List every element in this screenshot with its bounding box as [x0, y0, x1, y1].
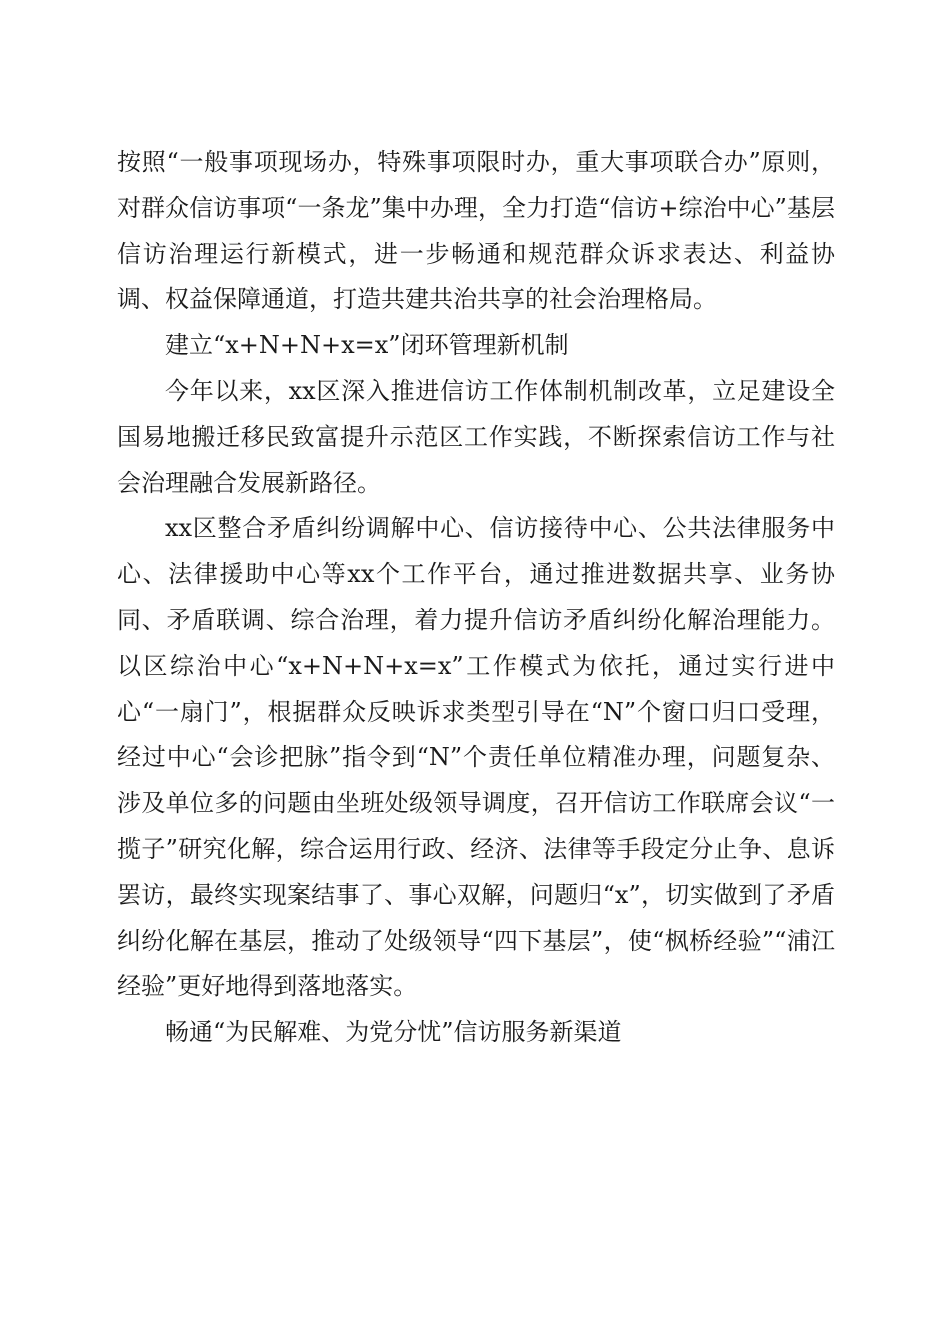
paragraph-reform: 今年以来，xx区深入推进信访工作体制机制改革，立足建设全国易地搬迁移民致富提升示范区工作实践，不断探索信访工作与社会治理融合发展新路径。: [117, 376, 835, 497]
section-heading-service-channel: 畅通“为民解难、为党分忧”信访服务新渠道: [165, 1018, 622, 1047]
section-heading-closed-loop: 建立“x+N+N+x=x”闭环管理新机制: [165, 331, 569, 360]
paragraph-platform-integration: xx区整合矛盾纠纷调解中心、信访接待中心、公共法律服务中心、法律援助中心等xx个工作平台，通过推进数据共享、业务协同、矛盾联调、综合治理，着力提升信访矛盾纠纷化解治理能力。以区综治中心“x+N+N+x=x”工作模式为依托，通过实行进中心“一扇门”，根据群众反映诉求类型引导在“N”个窗口归口受理，经过中心“会诊把脉”指令到“N”个责任单位精准办理，问题复杂、涉及单位多的问题由坐班处级领导调度，召开信访工作联席会议“一揽子”研究化解，综合运用行政、经济、法律等手段定分止争、息诉罢访，最终实现案结事了、事心双解，问题归“x”，切实做到了矛盾纠纷化解在基层，推动了处级领导“四下基层”，使“枫桥经验”“浦江经验”更好地得到落地落实。: [117, 514, 835, 1001]
document-body: [117, 140, 835, 1056]
paragraph-intro: 按照“一般事项现场办，特殊事项限时办，重大事项联合办”原则，对群众信访事项“一条龙”集中办理，全力打造“信访+综治中心”基层信访治理运行新模式，进一步畅通和规范群众诉求表达、利益协调、权益保障通道，打造共建共治共享的社会治理格局。: [117, 148, 835, 314]
